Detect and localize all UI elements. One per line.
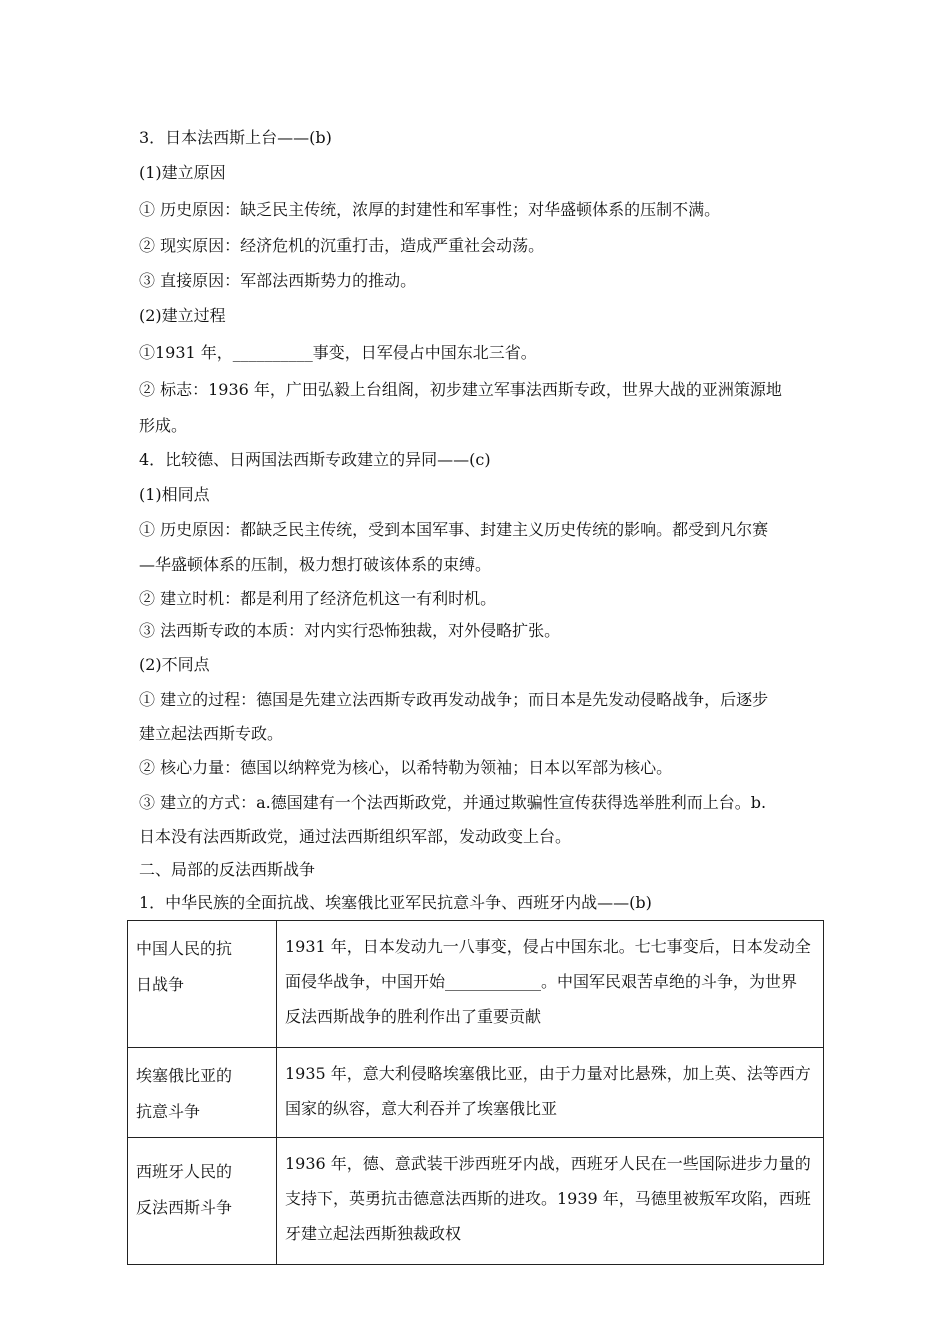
process-sign: ② 标志：1936 年，广田弘毅上台组阁，初步建立军事法西斯专政，世界大战的亚洲策源地	[139, 380, 782, 399]
cause-realistic: ② 现实原因：经济危机的沉重打击，造成严重社会动荡。	[139, 236, 545, 255]
similarity-essence: ③ 法西斯专政的本质：对内实行恐怖独裁，对外侵略扩张。	[139, 621, 561, 640]
table-row	[128, 1138, 824, 1265]
section-heading-local-wars: 二、局部的反法西斯战争	[139, 860, 316, 879]
subheading-differences: (2)不同点	[139, 655, 210, 674]
subheading-causes: (1)建立原因	[139, 163, 226, 182]
process-1931: ①1931 年，__________事变，日军侵占中国东北三省。	[139, 343, 537, 362]
item-heading-wars: 1．中华民族的全面抗战、埃塞俄比亚军民抗意斗争、西班牙内战——(b)	[139, 893, 652, 912]
row-header: 埃塞俄比亚的 抗意斗争	[128, 1048, 277, 1138]
row-content: 1936 年，德、意武装干涉西班牙内战，西班牙人民在一些国际进步力量的 支持下，英勇抗击德意法西斯的进攻。1939 年，马德里被叛军攻陷，西班 牙建立起法西斯独裁政权	[277, 1138, 824, 1265]
cause-historical: ① 历史原因：缺乏民主传统，浓厚的封建性和军事性；对华盛顿体系的压制不满。	[139, 200, 721, 219]
difference-method: ③ 建立的方式：a.德国建有一个法西斯政党，并通过欺骗性宣传获得选举胜利而上台。b.	[139, 793, 767, 812]
subheading-process: (2)建立过程	[139, 306, 226, 325]
difference-core: ② 核心力量：德国以纳粹党为核心，以希特勒为领袖；日本以军部为核心。	[139, 758, 673, 777]
subheading-similarities: (1)相同点	[139, 485, 210, 504]
row-content: 1931 年，日本发动九一八事变，侵占中国东北。七七事变后，日本发动全 面侵华战争，中国开始____________。中国军民艰苦卓绝的斗争，为世界 反法西斯战争的胜利作出了重要贡献	[277, 921, 824, 1048]
table-row	[128, 1048, 824, 1138]
similarity-timing: ② 建立时机：都是利用了经济危机这一有利时机。	[139, 589, 497, 608]
section-heading-comparison: 4．比较德、日两国法西斯专政建立的异同——(c)	[139, 450, 491, 469]
row-content: 1935 年，意大利侵略埃塞俄比亚，由于力量对比悬殊，加上英、法等西方 国家的纵容，意大利吞并了埃塞俄比亚	[277, 1048, 824, 1138]
difference-process: ① 建立的过程：德国是先建立法西斯专政再发动战争；而日本是先发动侵略战争，后逐步	[139, 690, 769, 709]
difference-process-cont: 建立起法西斯专政。	[139, 724, 284, 743]
process-sign-cont: 形成。	[139, 416, 188, 435]
wars-table	[127, 920, 824, 1265]
table-row	[128, 921, 824, 1048]
similarity-historical-cont: —华盛顿体系的压制，极力想打破该体系的束缚。	[139, 555, 492, 574]
row-header: 中国人民的抗 日战争	[128, 921, 277, 1048]
difference-method-cont: 日本没有法西斯政党，通过法西斯组织军部，发动政变上台。	[139, 827, 572, 846]
similarity-historical: ① 历史原因：都缺乏民主传统，受到本国军事、封建主义历史传统的影响。都受到凡尔赛	[139, 520, 769, 539]
section-heading-japan-fascism: 3．日本法西斯上台——(b)	[139, 128, 332, 147]
row-header: 西班牙人民的 反法西斯斗争	[128, 1138, 277, 1265]
cause-direct: ③ 直接原因：军部法西斯势力的推动。	[139, 271, 417, 290]
